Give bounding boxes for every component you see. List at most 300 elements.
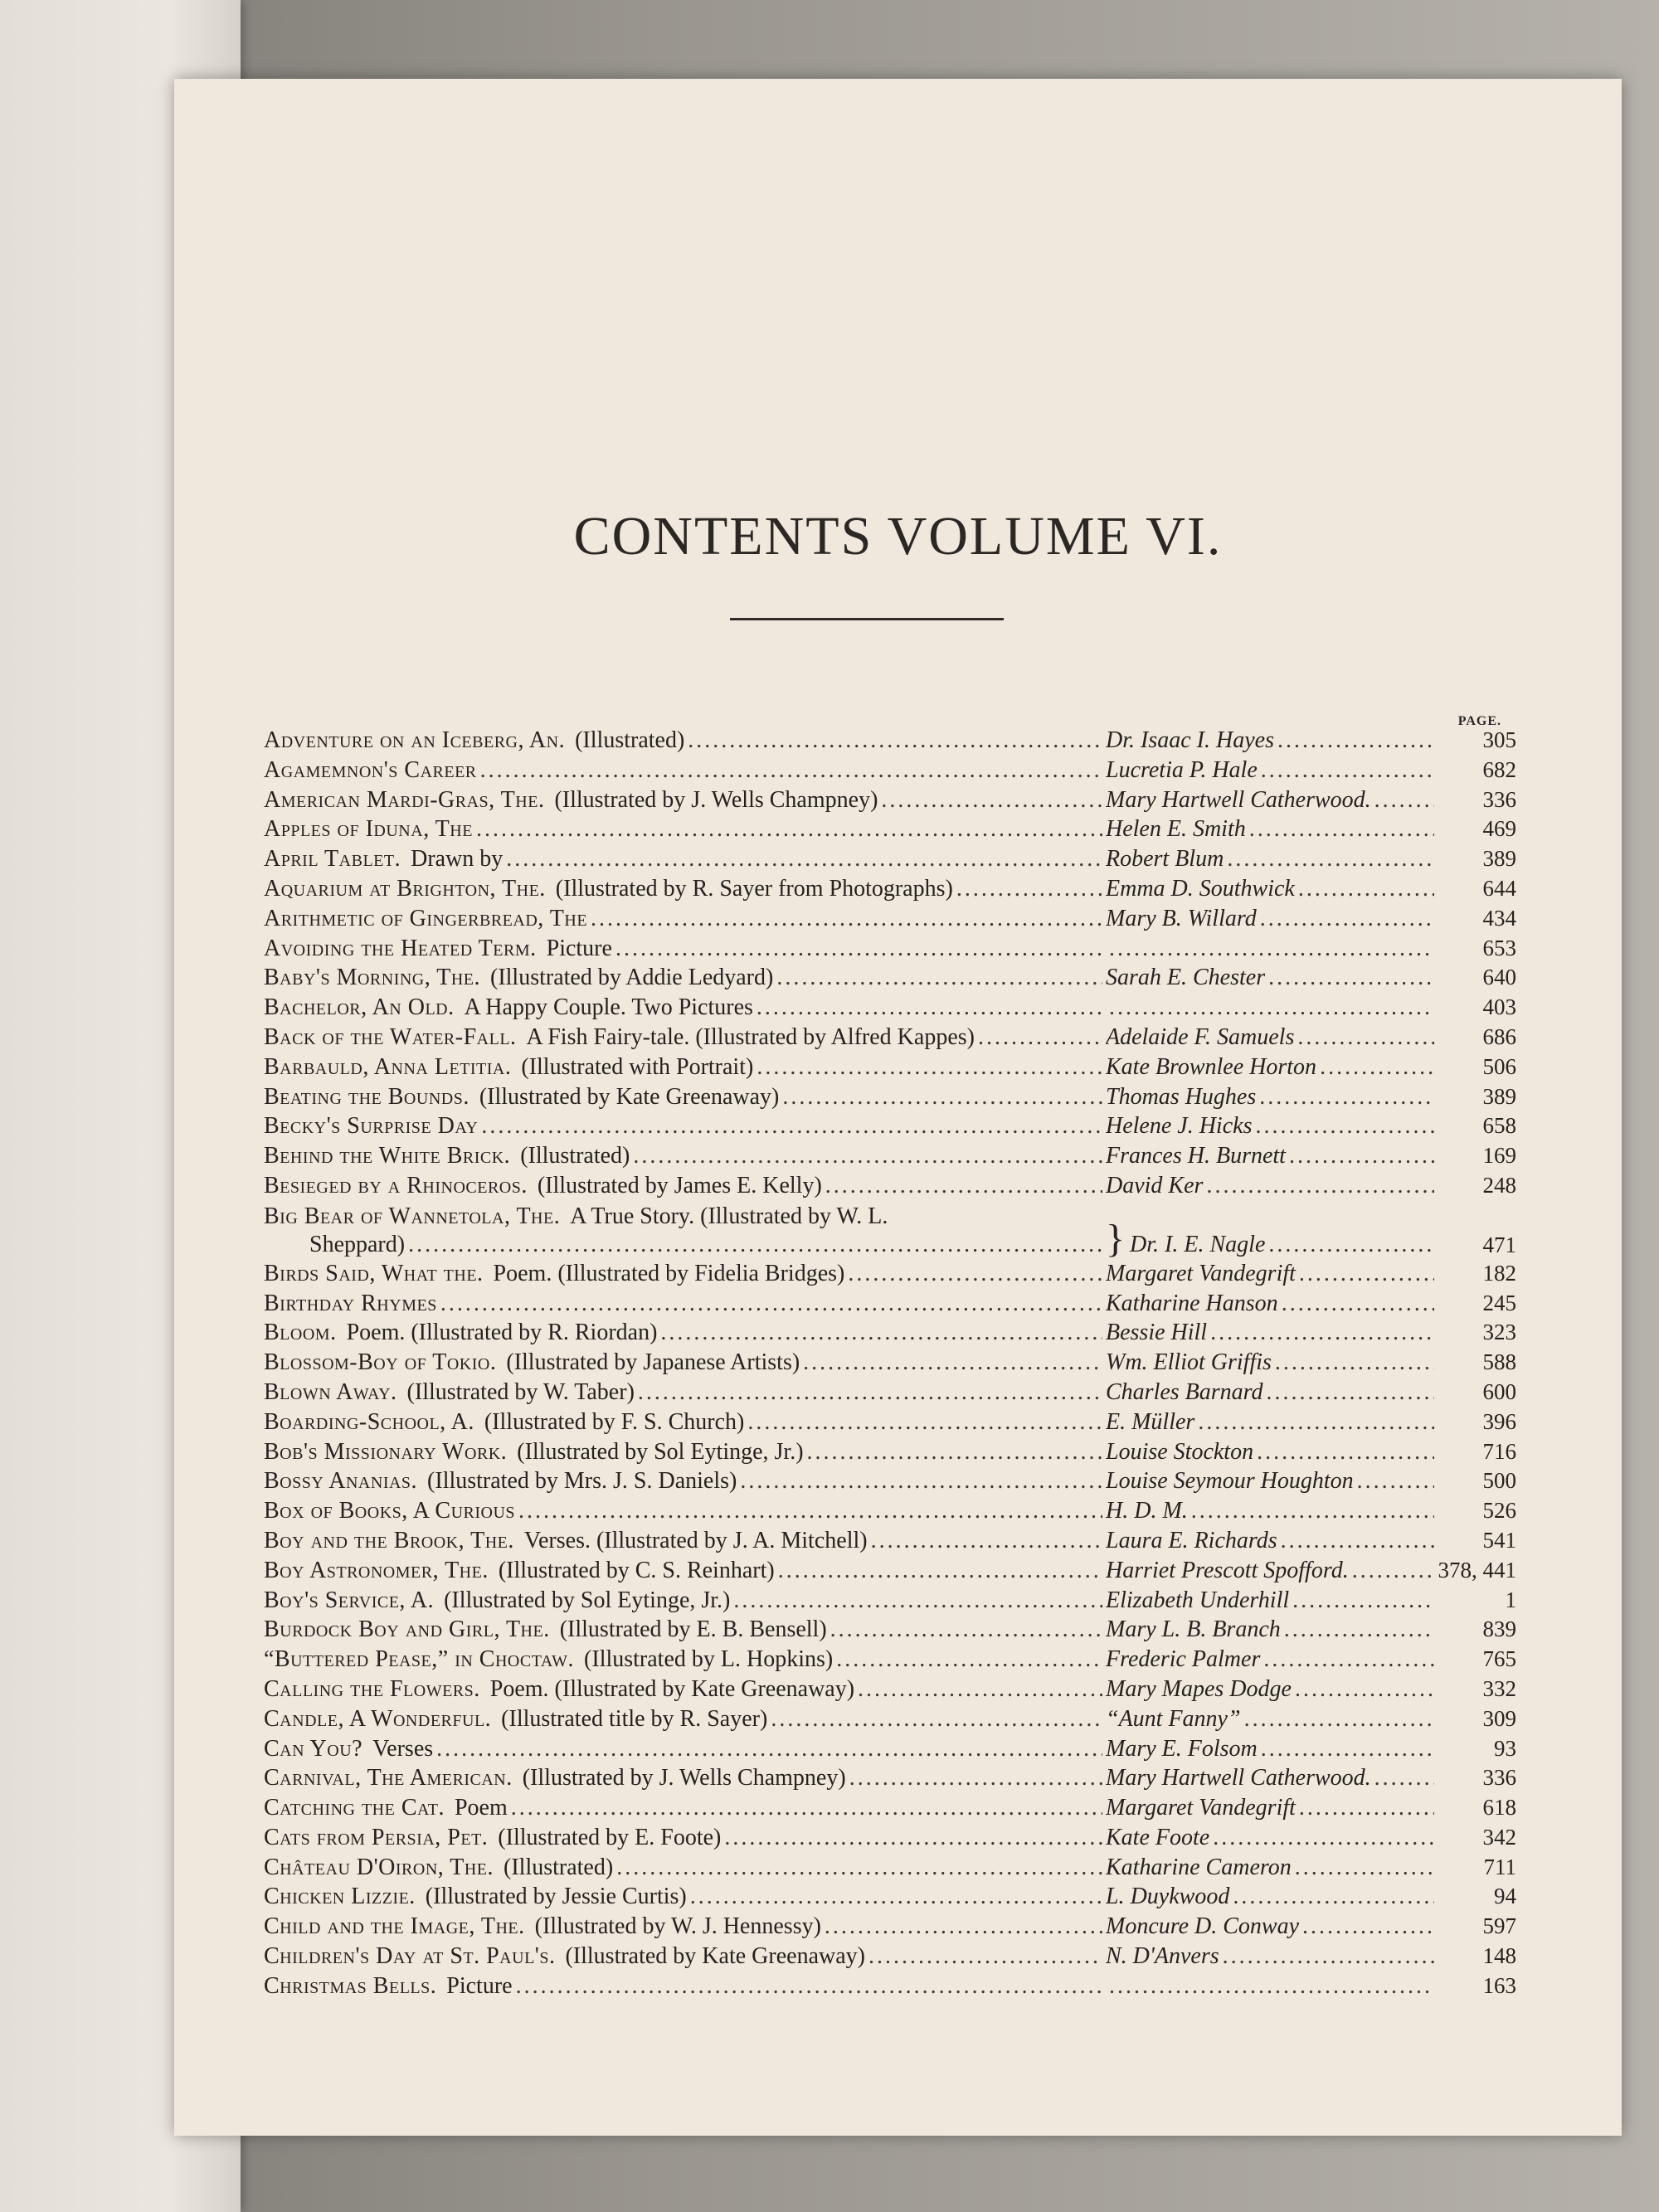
contents-entry — [264, 1023, 1516, 1053]
dot-leader — [771, 1704, 1102, 1734]
entry-author-column — [1106, 1318, 1438, 1348]
entry-author-column — [1106, 1704, 1438, 1734]
entry-title: Cats from Persia, Pet. — [264, 1824, 489, 1850]
contents-entry — [264, 1823, 1516, 1853]
entry-page-number: 644 — [1482, 875, 1516, 901]
dot-leader — [757, 1053, 1102, 1082]
entry-title-column — [264, 1496, 1106, 1526]
entry-title: Arithmetic of Gingerbread, The — [264, 905, 588, 931]
contents-entry — [264, 726, 1516, 756]
dot-leader — [440, 1289, 1102, 1319]
entry-page-number: 839 — [1482, 1616, 1516, 1642]
entry-author: Sarah E. Chester — [1106, 965, 1266, 991]
entry-author: Helen E. Smith — [1106, 816, 1246, 843]
entry-note-continued: Sheppard) — [309, 1231, 406, 1257]
dot-leader — [1109, 993, 1434, 1023]
entry-title-column — [264, 874, 1106, 904]
entry-author-column — [1106, 963, 1438, 993]
entry-note: (Illustrated by James E. Kelly) — [537, 1172, 822, 1198]
entry-note: (Illustrated by C. S. Reinhart) — [498, 1557, 775, 1583]
entry-title-column — [264, 904, 1106, 934]
entry-page-number: 94 — [1494, 1884, 1516, 1909]
dot-leader — [516, 1971, 1102, 2001]
entry-author: Robert Blum — [1106, 846, 1224, 873]
brace-mark: } — [1106, 1218, 1126, 1259]
contents-entry — [264, 1971, 1516, 2001]
entry-title-column — [264, 1763, 1106, 1793]
entry-note: Poem. (Illustrated by Fidelia Bridges) — [493, 1260, 845, 1286]
dot-leader — [1268, 963, 1434, 993]
entry-page-number: 148 — [1482, 1943, 1516, 1969]
entry-note: (Illustrated by J. Wells Champney) — [554, 786, 878, 813]
dot-leader — [881, 785, 1102, 815]
entry-title: Behind the White Brick. — [264, 1143, 511, 1169]
entry-author-column — [1106, 1912, 1438, 1942]
entry-title: Chicken Lizzie. — [264, 1884, 416, 1910]
dot-leader — [633, 1141, 1102, 1171]
dot-leader — [1191, 1496, 1434, 1526]
dot-leader — [436, 1734, 1102, 1764]
entry-title: Birds Said, What the. — [264, 1260, 484, 1286]
entry-author-column — [1106, 993, 1438, 1023]
entry-title: Christmas Bells. — [264, 1972, 437, 1999]
entry-page-number: 500 — [1482, 1468, 1516, 1494]
entry-author: Mary Hartwell Catherwood. — [1106, 1765, 1371, 1791]
dot-leader — [1244, 1704, 1434, 1734]
entry-author-column — [1106, 904, 1438, 934]
dot-leader — [408, 1231, 1102, 1259]
contents-entry — [264, 1496, 1516, 1526]
entry-author: Elizabeth Underhill — [1106, 1587, 1290, 1613]
dot-leader — [616, 1853, 1102, 1883]
entry-title-column — [264, 1437, 1106, 1467]
entry-page-number: 471 — [1482, 1232, 1516, 1257]
entry-title: Apples of Iduna, The — [264, 816, 473, 843]
entry-author-column — [1106, 1111, 1438, 1141]
contents-entry — [264, 756, 1516, 785]
dot-leader — [481, 1111, 1102, 1141]
entry-author-column — [1106, 1219, 1438, 1259]
dot-leader — [1299, 1259, 1434, 1289]
entry-author-column — [1106, 1496, 1438, 1526]
entry-page-number: 336 — [1482, 1765, 1516, 1791]
entry-title: Blossom-Boy of Tokio. — [264, 1349, 497, 1376]
entry-page-number: 323 — [1482, 1320, 1516, 1345]
entry-title-column — [264, 844, 1106, 874]
entry-note: (Illustrated by Addie Ledyard) — [490, 965, 774, 991]
entry-author-column — [1106, 1171, 1438, 1201]
entry-note: Picture — [546, 935, 612, 961]
dot-leader — [1284, 1615, 1434, 1645]
entry-page-number: 434 — [1482, 905, 1516, 931]
page-column-label: PAGE. — [1457, 714, 1501, 728]
entry-page-number: 597 — [1482, 1913, 1516, 1939]
dot-leader — [733, 1586, 1102, 1616]
entry-author: Mary Mapes Dodge — [1106, 1675, 1292, 1702]
dot-leader — [778, 1556, 1102, 1586]
contents-entry — [264, 1259, 1516, 1289]
dot-leader — [871, 1526, 1102, 1556]
dot-leader — [848, 1259, 1102, 1289]
dot-leader — [825, 1171, 1102, 1201]
dot-leader — [1233, 1882, 1434, 1912]
entry-page-number: 653 — [1482, 935, 1516, 960]
entry-title-column — [264, 1526, 1106, 1556]
entry-author-column — [1106, 1141, 1438, 1171]
entry-author: Mary L. B. Branch — [1106, 1616, 1281, 1643]
entry-note: Verses. (Illustrated by J. A. Mitchell) — [523, 1527, 868, 1553]
page-title: CONTENTS VOLUME VI. — [573, 506, 1223, 567]
dot-leader — [1282, 1289, 1434, 1319]
entry-author: Helene J. Hicks — [1106, 1113, 1253, 1140]
entry-page-number: 658 — [1482, 1113, 1516, 1139]
dot-leader — [1352, 1556, 1434, 1586]
entry-author-column — [1106, 1378, 1438, 1407]
entry-author: Charles Barnard — [1106, 1378, 1263, 1405]
dot-leader — [1281, 1526, 1434, 1556]
entry-title: Besieged by a Rhinoceros. — [264, 1172, 528, 1198]
entry-title: Candle, A Wonderful. — [264, 1705, 492, 1732]
dot-leader — [1295, 1675, 1434, 1704]
entry-author-column — [1106, 1734, 1438, 1764]
entry-title-column — [264, 1675, 1106, 1704]
dot-leader — [511, 1793, 1102, 1823]
entry-note: (Illustrated by W. Taber) — [406, 1378, 635, 1405]
entry-page-number: 716 — [1482, 1438, 1516, 1464]
entry-author-column — [1106, 1437, 1438, 1467]
entry-page-number: 618 — [1482, 1795, 1516, 1821]
dot-leader — [956, 874, 1102, 904]
entry-title-column — [264, 726, 1106, 756]
entry-page-number: 182 — [1482, 1260, 1516, 1286]
entry-note: (Illustrated by Sol Eytinge, Jr.) — [444, 1587, 731, 1613]
dot-leader — [660, 1318, 1102, 1348]
entry-title: Avoiding the Heated Term. — [264, 935, 537, 961]
entry-author-column — [1106, 756, 1438, 785]
dot-leader — [518, 1496, 1102, 1526]
entry-author: Kate Brownlee Horton — [1106, 1053, 1317, 1080]
entry-page-number: 765 — [1482, 1646, 1516, 1672]
contents-entry — [264, 1615, 1516, 1645]
dot-leader — [476, 814, 1102, 844]
contents-entry — [264, 1882, 1516, 1912]
dot-leader — [776, 963, 1102, 993]
entry-page-number: 342 — [1482, 1824, 1516, 1850]
entry-title: Bossy Ananias. — [264, 1468, 418, 1495]
entry-author: Dr. I. E. Nagle — [1130, 1231, 1266, 1257]
contents-entry — [264, 1556, 1516, 1586]
entry-author: Louise Seymour Houghton — [1106, 1468, 1354, 1495]
entry-title-column — [264, 1734, 1106, 1764]
entry-title: Agamemnon's Career — [264, 756, 477, 783]
entry-note: (Illustrated by Kate Greenaway) — [479, 1083, 780, 1110]
entry-title-column — [264, 1171, 1106, 1201]
contents-entry — [264, 1526, 1516, 1556]
entry-author: Katharine Cameron — [1106, 1854, 1292, 1880]
dot-leader — [1374, 1763, 1434, 1793]
entry-title-column — [264, 1971, 1106, 2001]
dot-leader — [1299, 1793, 1434, 1823]
entry-title: Back of the Water-Fall. — [264, 1023, 517, 1050]
entry-note: Verses — [372, 1735, 434, 1762]
entry-author: Mary Hartwell Catherwood. — [1106, 786, 1371, 813]
entry-note: Poem — [454, 1795, 508, 1821]
entry-page-number: 682 — [1482, 756, 1516, 782]
entry-note: (Illustrated title by R. Sayer) — [501, 1705, 768, 1732]
entry-title-column — [264, 1793, 1106, 1823]
contents-entry — [264, 1763, 1516, 1793]
entry-title: April Tablet. — [264, 846, 401, 873]
entry-author: Katharine Hanson — [1106, 1290, 1278, 1316]
dot-leader — [1109, 1971, 1434, 2001]
dot-leader — [858, 1675, 1102, 1704]
entry-page-number: 403 — [1482, 994, 1516, 1020]
entry-page-number: 686 — [1482, 1023, 1516, 1049]
entry-title: Aquarium at Brighton, The. — [264, 875, 546, 902]
entry-title-column — [264, 934, 1106, 964]
entry-note: (Illustrated by Jessie Curtis) — [425, 1884, 687, 1910]
entry-title-column — [264, 814, 1106, 844]
entry-title: Beating the Bounds. — [264, 1083, 469, 1110]
entry-author: Mary E. Folsom — [1106, 1735, 1258, 1762]
dot-leader — [1275, 1348, 1434, 1378]
contents-entry — [264, 1318, 1516, 1348]
entry-title-column — [264, 993, 1106, 1023]
entry-title-column — [264, 1466, 1106, 1496]
entry-author: H. D. M. — [1106, 1498, 1188, 1524]
entry-author-column — [1106, 844, 1438, 874]
dot-leader — [690, 1882, 1102, 1912]
entry-author-column — [1106, 1586, 1438, 1616]
entry-author-column — [1106, 1466, 1438, 1496]
entry-author: N. D'Anvers — [1106, 1943, 1219, 1970]
entry-title-column — [264, 963, 1106, 993]
contents-entry — [264, 934, 1516, 964]
entry-author-column — [1106, 1853, 1438, 1883]
dot-leader — [724, 1823, 1102, 1853]
entry-author: L. Duykwood — [1106, 1884, 1230, 1910]
entry-author-column — [1106, 1615, 1438, 1645]
entry-title-column — [264, 1645, 1106, 1675]
entry-author: Lucretia P. Hale — [1106, 756, 1258, 783]
entry-title: Bob's Missionary Work. — [264, 1438, 508, 1465]
dot-leader — [1259, 1082, 1434, 1112]
dot-leader — [1357, 1466, 1434, 1496]
entry-title: Children's Day at St. Paul's. — [264, 1943, 556, 1970]
entry-note: Poem. (Illustrated by Kate Greenaway) — [489, 1675, 855, 1702]
contents-entry — [264, 1171, 1516, 1201]
entry-title-column — [264, 1586, 1106, 1616]
entry-title-column — [264, 785, 1106, 815]
entry-note: (Illustrated) — [504, 1854, 614, 1880]
entry-title-column — [264, 1259, 1106, 1289]
entry-title-column — [264, 756, 1106, 785]
dot-leader — [615, 934, 1102, 964]
entry-note: (Illustrated by R. Sayer from Photographs) — [555, 875, 953, 902]
entry-author: David Ker — [1106, 1172, 1204, 1198]
contents-entry — [264, 1912, 1516, 1942]
dot-leader — [591, 904, 1102, 934]
entry-note: A Happy Couple. Two Pictures — [464, 994, 753, 1021]
entry-title-column — [264, 1289, 1106, 1319]
entry-title-column — [264, 1082, 1106, 1112]
entry-title-column — [264, 1318, 1106, 1348]
dot-leader — [1302, 1912, 1434, 1942]
contents-entry — [264, 904, 1516, 934]
entry-title: Boy's Service, A. — [264, 1587, 435, 1613]
entry-title: Barbauld, Anna Letitia. — [264, 1053, 512, 1080]
entry-author-column — [1106, 1942, 1438, 1971]
contents-entry — [264, 814, 1516, 844]
dot-leader — [638, 1378, 1102, 1407]
dot-leader — [868, 1942, 1102, 1971]
contents-entry — [264, 1734, 1516, 1764]
entry-note: (Illustrated) — [575, 727, 685, 753]
contents-entry — [264, 1853, 1516, 1883]
entry-title-column — [264, 1053, 1106, 1082]
contents-entry — [264, 785, 1516, 815]
entry-page-number: 389 — [1482, 846, 1516, 872]
entry-note: (Illustrated by E. Foote) — [498, 1824, 722, 1850]
dot-leader — [825, 1912, 1102, 1942]
entry-title: Boy Astronomer, The. — [264, 1557, 489, 1583]
entry-title: Blown Away. — [264, 1378, 397, 1405]
entry-title-column — [264, 1407, 1106, 1437]
entry-author: Adelaide F. Samuels — [1106, 1023, 1295, 1050]
contents-entry — [264, 993, 1516, 1023]
dot-leader — [506, 844, 1102, 874]
entry-author-column — [1106, 1882, 1438, 1912]
dot-leader — [1297, 1023, 1434, 1053]
dot-leader — [807, 1437, 1102, 1467]
entry-title: Burdock Boy and Girl, The. — [264, 1616, 550, 1643]
dot-leader — [1109, 934, 1434, 964]
dot-leader — [782, 1082, 1102, 1112]
entry-author-column — [1106, 1023, 1438, 1053]
entry-page-number: 588 — [1482, 1349, 1516, 1375]
dot-leader — [1249, 814, 1434, 844]
contents-page — [174, 79, 1622, 2136]
entry-title: Château D'Oiron, The. — [264, 1854, 494, 1880]
entry-note: A Fish Fairy-tale. (Illustrated by Alfred Kappes) — [526, 1023, 975, 1050]
dot-leader — [1267, 1378, 1434, 1407]
entry-title-column — [264, 1882, 1106, 1912]
entry-page-number: 541 — [1482, 1527, 1516, 1553]
entry-page-number: 248 — [1482, 1172, 1516, 1198]
entry-title-column — [264, 1942, 1106, 1971]
entry-author-column — [1106, 1645, 1438, 1675]
entry-author: Bessie Hill — [1106, 1320, 1208, 1346]
contents-entry — [264, 1437, 1516, 1467]
entry-title-column — [264, 1203, 1106, 1259]
entry-author: Emma D. Southwick — [1106, 875, 1295, 902]
contents-entry — [264, 1704, 1516, 1734]
entry-author: Frederic Palmer — [1106, 1646, 1261, 1673]
entry-page-number: 469 — [1482, 816, 1516, 842]
dot-leader — [757, 993, 1102, 1023]
entry-author-column — [1106, 1823, 1438, 1853]
entry-title: Child and the Image, The. — [264, 1913, 525, 1940]
contents-entry — [264, 1348, 1516, 1378]
entry-author: Laura E. Richards — [1106, 1527, 1277, 1553]
entry-note: (Illustrated by Kate Greenaway) — [565, 1943, 865, 1970]
entry-title: Can You? — [264, 1735, 363, 1762]
dot-leader — [1298, 874, 1434, 904]
dot-leader — [1213, 1823, 1434, 1853]
entry-title-column — [264, 1853, 1106, 1883]
entry-author: “Aunt Fanny” — [1106, 1705, 1241, 1732]
dot-leader — [830, 1615, 1102, 1645]
entry-title: Boy and the Brook, The. — [264, 1527, 514, 1553]
entry-title: Boarding-School, A. — [264, 1408, 474, 1435]
entry-page-number: 336 — [1482, 786, 1516, 812]
entry-title-column — [264, 1704, 1106, 1734]
entry-title: Birthday Rhymes — [264, 1290, 437, 1316]
entry-note: A True Story. (Illustrated by W. L. — [570, 1203, 888, 1229]
entry-author-column — [1106, 1259, 1438, 1289]
entry-author-column — [1106, 1407, 1438, 1437]
entry-author-column — [1106, 785, 1438, 815]
entry-title-column — [264, 1556, 1106, 1586]
dot-leader — [1255, 1111, 1434, 1141]
contents-entry — [264, 963, 1516, 993]
entry-note: (Illustrated by Mrs. J. S. Daniels) — [427, 1468, 737, 1495]
entry-author-column — [1106, 1556, 1438, 1586]
entry-note: (Illustrated by Sol Eytinge, Jr.) — [517, 1438, 804, 1465]
dot-leader — [1277, 726, 1434, 756]
contents-entry — [264, 1586, 1516, 1616]
entry-author: Wm. Elliot Griffis — [1106, 1349, 1272, 1376]
entry-page-number: 305 — [1482, 727, 1516, 752]
entry-note: (Illustrated by L. Hopkins) — [584, 1646, 834, 1673]
entry-page-number: 93 — [1494, 1735, 1516, 1761]
entry-author-column — [1106, 1082, 1438, 1112]
dot-leader — [1289, 1141, 1434, 1171]
entry-note: Picture — [446, 1972, 513, 1999]
entry-page-number: 640 — [1482, 965, 1516, 990]
dot-leader — [1257, 1437, 1434, 1467]
entry-title-column — [264, 1823, 1106, 1853]
entry-author-column — [1106, 1289, 1438, 1319]
entry-author: Louise Stockton — [1106, 1438, 1254, 1465]
dot-leader — [1227, 844, 1434, 874]
contents-entry — [264, 1111, 1516, 1141]
entry-author: Frances H. Burnett — [1106, 1143, 1286, 1169]
dot-leader — [740, 1466, 1102, 1496]
dot-leader — [1295, 1853, 1434, 1883]
entry-title: “Buttered Pease,” in Choctaw. — [264, 1646, 575, 1673]
title-rule — [730, 618, 1004, 620]
entry-title: Box of Books, A Curious — [264, 1498, 516, 1524]
dot-leader — [1206, 1171, 1434, 1201]
dot-leader — [978, 1023, 1102, 1053]
entry-title: Bachelor, An Old. — [264, 994, 455, 1021]
entry-title: Calling the Flowers. — [264, 1675, 480, 1702]
dot-leader — [1210, 1318, 1434, 1348]
dot-leader — [480, 756, 1102, 785]
contents-entry — [264, 1289, 1516, 1319]
entry-page-number: 389 — [1482, 1083, 1516, 1109]
contents-entry — [264, 1645, 1516, 1675]
entry-title: Adventure on an Iceberg, An. — [264, 727, 566, 753]
entry-author-column — [1106, 1793, 1438, 1823]
entry-page-number: 506 — [1482, 1053, 1516, 1079]
entry-author: Kate Foote — [1106, 1824, 1210, 1850]
contents-entry — [264, 1378, 1516, 1407]
contents-entry — [264, 844, 1516, 874]
dot-leader — [1374, 785, 1434, 815]
entry-note: (Illustrated by F. S. Church) — [484, 1408, 745, 1435]
